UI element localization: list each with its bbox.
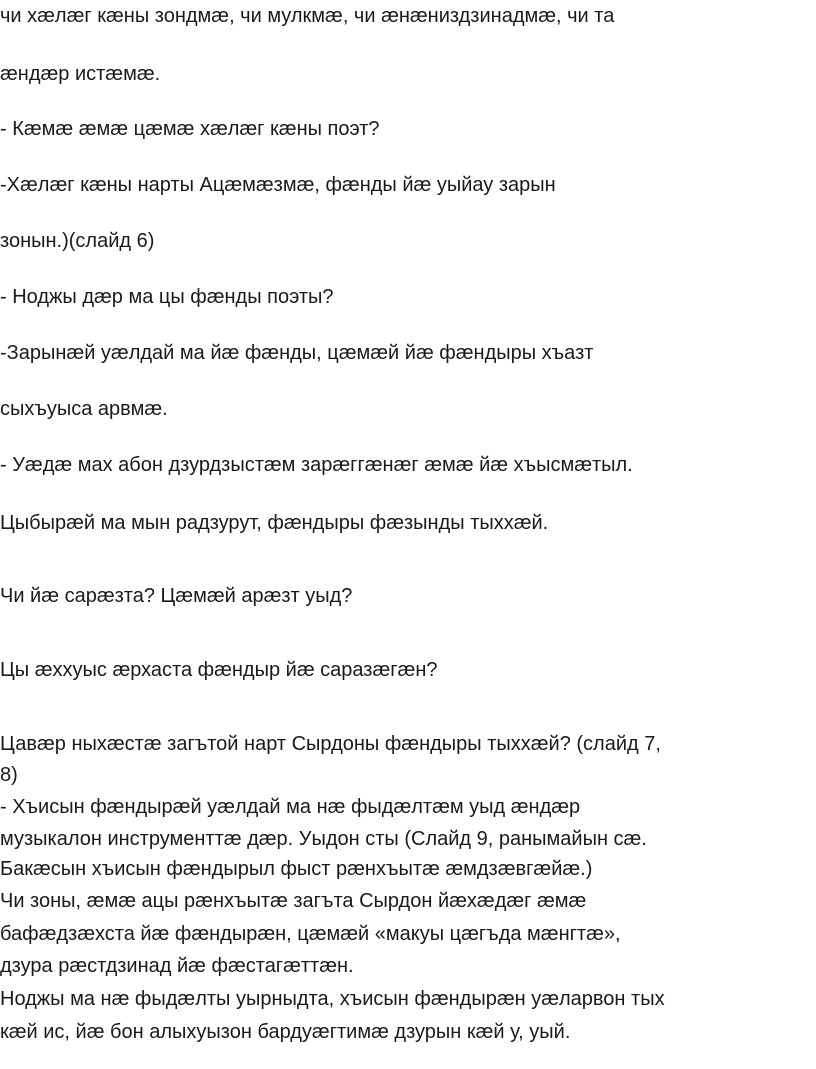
text-line: Чи зоны, æмæ ацы рæнхъытæ загъта Сырдон йæхæдæг æмæ [0,890,587,912]
text-line: зонын.)(слайд 6) [0,230,155,252]
text-line: Чи йæ сарæзта? Цæмæй арæзт уыд? [0,585,353,607]
text-line: бафæдзæхста йæ фæндырæн, цæмæй «макуы цæгъда мæнгтæ», [0,923,621,945]
text-line: -Зарынæй уæлдай ма йæ фæнды, цæмæй йæ фæндыры хъазт [0,342,594,364]
text-line: сыхъуыса арвмæ. [0,398,168,420]
text-line: - Кæмæ æмæ цæмæ хæлæг кæны поэт? [0,118,380,140]
text-line: 8) [0,764,18,786]
text-line: - Уæдæ мах абон дзурдзыстæм зарæггæнæг æмæ йæ хъысмæтыл. [0,454,633,476]
text-line: музыкалон инструменттæ дæр. Уыдон сты (Слайд 9, ранымайын сæ. [0,828,647,850]
text-line: - Хъисын фæндырæй уæлдай ма нæ фыдæлтæм уыд æндæр [0,796,581,818]
text-line: дзура рæстдзинад йæ фæстагæттæн. [0,955,354,977]
text-line: Цыбырæй ма мын радзурут, фæндыры фæзынды тыххæй. [0,512,549,534]
text-line: Цы æххуыс æрхаста фæндыр йæ саразæгæн? [0,659,438,681]
text-line: Ноджы ма нæ фыдæлты уырныдта, хъисын фæндырæн уæларвон тых [0,988,665,1010]
text-line: -Хæлæг кæны нарты Ацæмæзмæ, фæнды йæ уыйау зарын [0,174,556,196]
text-line: Цавæр ныхæстæ загътой нарт Сырдоны фæндыры тыххæй? (слайд 7, [0,733,661,755]
text-line: æндæр истæмæ. [0,63,161,85]
text-line: кæй ис, йæ бон алыхуызон бардуæгтимæ дзурын кæй у, уый. [0,1021,571,1043]
text-line: Бакæсын хъисын фæндырыл фыст рæнхъытæ æмдзæвгæйæ.) [0,858,593,880]
text-line: - Ноджы дæр ма цы фæнды поэты? [0,286,334,308]
text-line: чи хæлæг кæны зондмæ, чи мулкмæ, чи æнæниздзинадмæ, чи та [0,5,615,27]
